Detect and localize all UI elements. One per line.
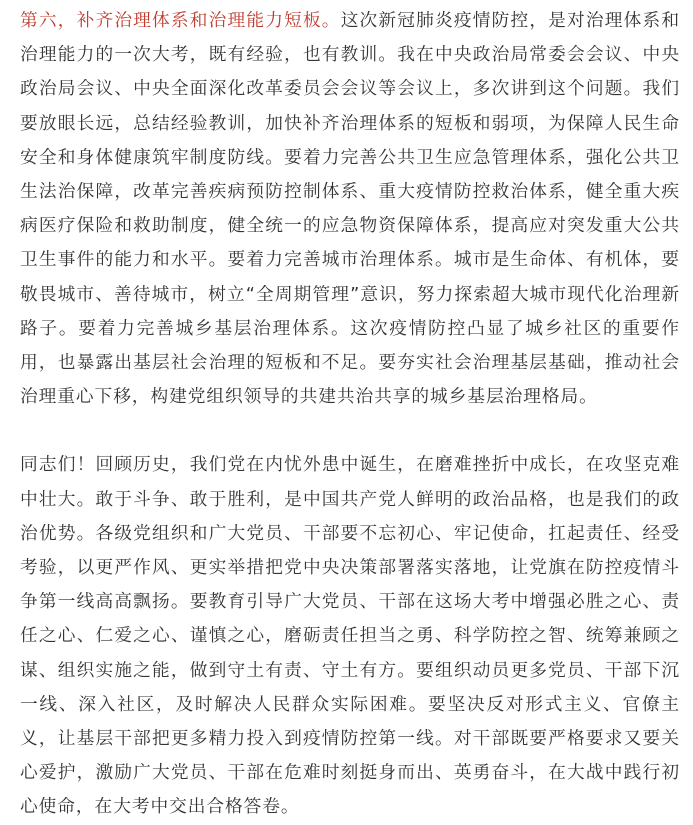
- paragraph-text: 同志们！回顾历史，我们党在内忧外患中诞生，在磨难挫折中成长，在攻坚克难中壮大。敢于斗争、敢于胜利，是中国共产党人鲜明的政治品格，也是我们的政治优势。各级党组织和广大党员、干部要不忘初心、牢记使命，扛起责任、经受考验，以更严作风、更实举措把党中央决策部署落实落地，让党旗在防控疫情斗争第一线高高飘扬。要教育引导广大党员、干部在这场大考中增强必胜之心、责任之心、仁爱之心、谨慎之心，磨砺责任担当之勇、科学防控之智、统筹兼顾之谋、组织实施之能，做到守土有责、守土有方。要组织动员更多党员、干部下沉一线、深入社区，及时解决人民群众实际困难。要坚决反对形式主义、官僚主义，让基层干部把更多精力投入到疫情防控第一线。对干部既要严格要求又要关心爱护，激励广大党员、干部在危难时刻挺身而出、英勇奋斗，在大战中践行初心使命，在大考中交出合格答卷。: [20, 455, 680, 818]
- section-heading: 第六，补齐治理体系和治理能力短板。: [20, 11, 341, 31]
- paragraph-text: 这次新冠肺炎疫情防控，是对治理体系和治理能力的一次大考，既有经验，也有教训。我在中央政治局常委会会议、中央政治局会议、中央全面深化改革委员会会议等会议上，多次讲到这个问题。我们要放眼长远，总结经验教训，加快补齐治理体系的短板和弱项，为保障人民生命安全和身体健康筑牢制度防线。要着力完善公共卫生应急管理体系，强化公共卫生法治保障，改革完善疾病预防控制体系、重大疫情防控救治体系，健全重大疾病医疗保险和救助制度，健全统一的应急物资保障体系，提高应对突发重大公共卫生事件的能力和水平。要着力完善城市治理体系。城市是生命体、有机体，要敬畏城市、善待城市，树立“全周期管理”意识，努力探索超大城市现代化治理新路子。要着力完善城乡基层治理体系。这次疫情防控凸显了城乡社区的重要作用，也暴露出基层社会治理的短板和不足。要夯实社会治理基层基础，推动社会治理重心下移，构建党组织领导的共建共治共享的城乡基层治理格局。: [20, 11, 680, 408]
- paragraph-closing: [20, 448, 680, 824]
- paragraph-section-six: [20, 4, 680, 414]
